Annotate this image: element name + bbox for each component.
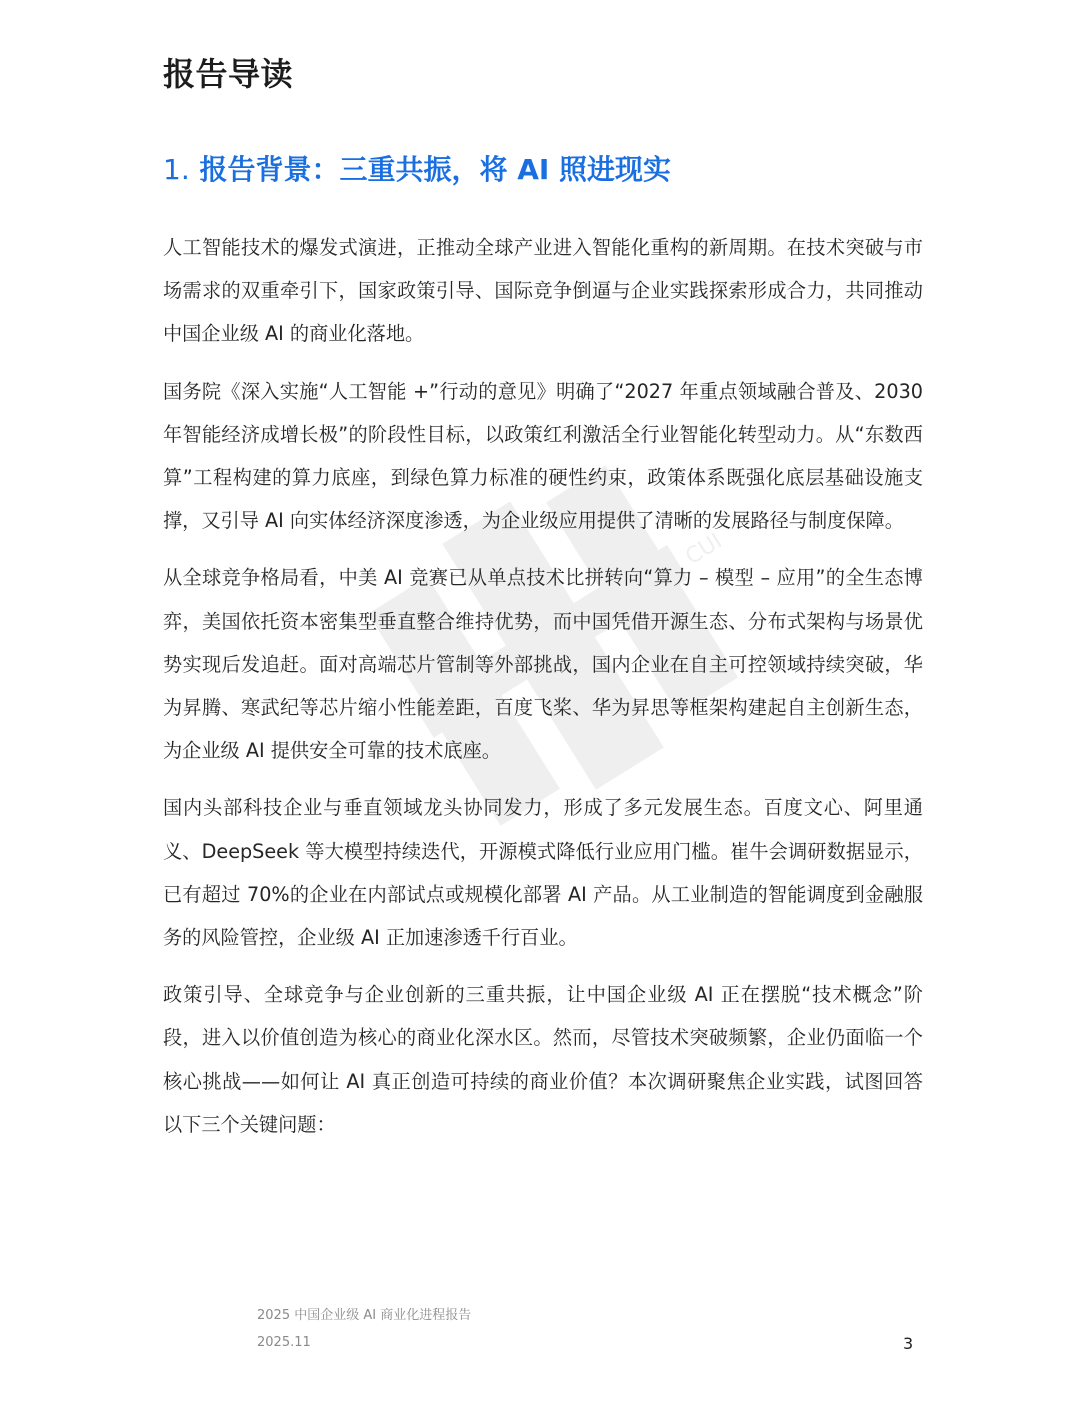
paragraph: 从全球竞争格局看，中美 AI 竞赛已从单点技术比拼转向“算力 – 模型 – 应用”的全生态博弈，美国依托资本密集型垂直整合维持优势，而中国凭借开源生态、分布式架构与场景优势实现后发追赶。面对高端芯片管制等外部挑战，国内企业在自主可控领域持续突破，华为昇腾、寒武纪等芯片缩小性能差距，百度飞桨、华为昇思等框架构建起自主创新生态，为企业级 AI 提供安全可靠的技术底座。 (163, 566, 923, 763)
paragraph: 人工智能技术的爆发式演进，正推动全球产业进入智能化重构的新周期。在技术突破与市场需求的双重牵引下，国家政策引导、国际竞争倒逼与企业实践探索形成合力，共同推动中国企业级 AI 的商业化落地。 (163, 236, 923, 346)
watermark-text: CUI NIU HUI (681, 479, 805, 571)
section-heading (163, 148, 671, 192)
footer-report-title: 2025 中国企业级 AI 商业化进程报告 (257, 1308, 472, 1323)
footer-date: 2025.11 (257, 1335, 311, 1350)
paragraph: 政策引导、全球竞争与企业创新的三重共振，让中国企业级 AI 正在摆脱“技术概念”阶段，进入以价值创造为核心的商业化深水区。然而，尽管技术突破频繁，企业仍面临一个核心挑战——如何让 AI 真正创造可持续的商业价值？本次调研聚焦企业实践，试图回答以下三个关键问题： (163, 983, 923, 1136)
body-text (163, 226, 923, 1160)
section-number: 1. (163, 153, 190, 186)
page-number: 3 (903, 1334, 914, 1353)
page-title: 报告导读 (163, 55, 294, 93)
paragraph: 国务院《深入实施“人工智能 +”行动的意见》明确了“2027 年重点领域融合普及、2030 年智能经济成增长极”的阶段性目标，以政策红利激活全行业智能化转型动力。从“东数西算”工程构建的算力底座，到绿色算力标准的硬性约束，政策体系既强化底层基础设施支撑，又引导 AI 向实体经济深度渗透，为企业级应用提供了清晰的发展路径与制度保障。 (163, 379, 923, 533)
paragraph: 国内头部科技企业与垂直领域龙头协同发力，形成了多元发展生态。百度文心、阿里通义、DeepSeek 等大模型持续迭代，开源模式降低行业应用门槛。崔牛会调研数据显示，已有超过 70%的企业在内部试点或规模化部署 AI 产品。从工业制造的智能调度到金融服务的风险管控，企业级 AI 正加速渗透千行百业。 (163, 796, 923, 950)
section-title: 报告背景：三重共振，将 AI 照进现实 (199, 153, 672, 186)
